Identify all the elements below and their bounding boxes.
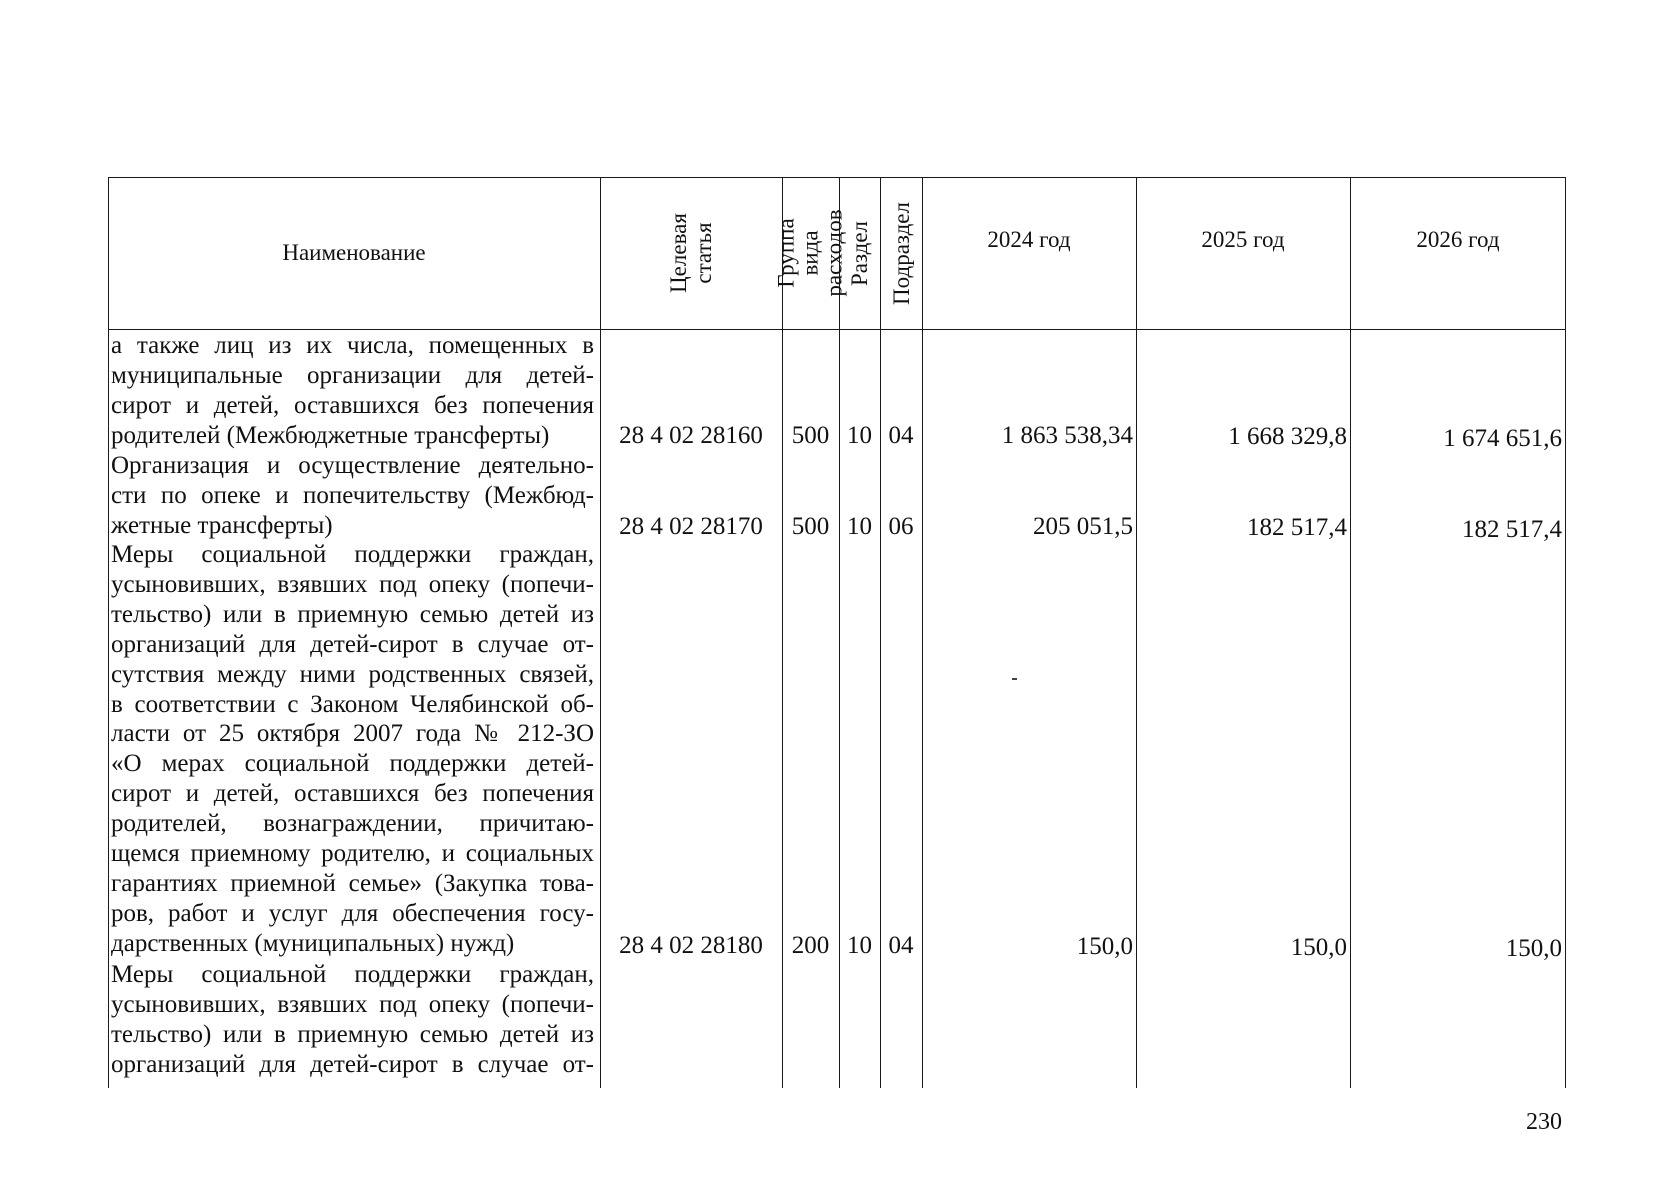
amount-2025-cell: 182 517,4 bbox=[1247, 514, 1347, 541]
name-line: Организация и осуществление деятельно- bbox=[111, 452, 594, 479]
expense-group-cell: 500 bbox=[791, 422, 830, 449]
header-bottom-rule bbox=[108, 329, 1566, 330]
header-year-2026-text: 2026 год bbox=[1416, 227, 1500, 252]
header-year-2024 bbox=[922, 210, 1136, 270]
name-line: ласти от 25 октября 2007 года № 212-ЗО bbox=[111, 720, 594, 748]
name-line: Меры социальной поддержки граждан, bbox=[111, 541, 594, 568]
amount-2025-cell: 150,0 bbox=[1290, 934, 1347, 961]
name-line: а также лиц из их числа, помещенных в bbox=[111, 332, 594, 359]
name-line: родителей (Межбюджетные трансферты) bbox=[111, 421, 550, 449]
header-year-2025-text: 2025 год bbox=[1201, 227, 1285, 252]
table-row-name bbox=[111, 451, 594, 541]
name-line: организаций для детей-сирот в случае от- bbox=[111, 1050, 594, 1078]
name-line: в соответствии с Законом Челябинской об- bbox=[111, 690, 594, 718]
amount-2024-cell: 205 051,5 bbox=[1033, 513, 1133, 540]
header-year-2026 bbox=[1350, 210, 1566, 270]
header-year-2025 bbox=[1136, 210, 1350, 270]
section-cell: 10 bbox=[847, 932, 872, 959]
header-section-text: Раздел bbox=[847, 220, 872, 286]
header-target-article bbox=[600, 177, 782, 329]
header-expense-group-text: Группа вида расходов bbox=[773, 209, 847, 297]
subsection-cell: 06 bbox=[888, 513, 914, 540]
amount-2026-cell: 1 674 651,6 bbox=[1443, 425, 1562, 452]
name-line: муниципальные организации для детей- bbox=[111, 361, 594, 389]
name-line: усыновивших, взявших под опеку (попечи- bbox=[111, 570, 594, 598]
name-line: дарственных (муниципальных) нужд) bbox=[111, 929, 515, 957]
subsection-cell: 04 bbox=[888, 932, 914, 959]
name-line: сутствия между ними родственных связей, bbox=[111, 660, 594, 688]
header-section bbox=[839, 177, 880, 329]
name-line: щемся приемному родителю, и социальных bbox=[111, 840, 594, 868]
amount-2025-cell: 1 668 329,8 bbox=[1228, 423, 1347, 450]
name-line: жетные трансферты) bbox=[111, 511, 333, 539]
subsection-cell: 04 bbox=[888, 422, 914, 449]
header-subsection-text: Подраздел bbox=[888, 201, 914, 305]
name-line: сирот и детей, оставшихся без попечения bbox=[111, 780, 594, 808]
expense-group-cell: 500 bbox=[791, 513, 830, 540]
name-line: сти по опеке и попечительству (Межбюд- bbox=[111, 481, 594, 509]
section-cell: 10 bbox=[847, 513, 872, 540]
name-line: организаций для детей-сирот в случае от- bbox=[111, 630, 594, 658]
target-article-cell: 28 4 02 28180 bbox=[619, 932, 763, 959]
target-article-cell: 28 4 02 28160 bbox=[619, 422, 763, 449]
header-name bbox=[108, 177, 600, 329]
target-article-cell: 28 4 02 28170 bbox=[619, 513, 763, 540]
scan-speck bbox=[1012, 678, 1017, 680]
table-row-name bbox=[111, 960, 594, 1080]
table-row-name bbox=[111, 331, 594, 451]
amount-2026-cell: 150,0 bbox=[1505, 935, 1562, 962]
header-name-text: Наименование bbox=[282, 240, 426, 265]
name-line: гарантиях приемной семье» (Закупка това- bbox=[111, 869, 594, 897]
amount-2024-cell: 150,0 bbox=[1076, 933, 1133, 960]
header-target-article-text: Целевая статья bbox=[666, 213, 716, 293]
amount-2026-cell: 182 517,4 bbox=[1462, 516, 1562, 543]
page-number: 230 bbox=[1526, 1109, 1562, 1135]
name-line: «О мерах социальной поддержки детей- bbox=[111, 750, 594, 778]
name-line: тельство) или в приемную семью детей из bbox=[111, 1020, 594, 1048]
amount-2024-cell: 1 863 538,34 bbox=[1001, 422, 1133, 449]
header-expense-group bbox=[773, 177, 847, 329]
section-cell: 10 bbox=[847, 422, 872, 449]
name-line: усыновивших, взявших под опеку (попечи- bbox=[111, 990, 594, 1018]
name-line: Меры социальной поддержки граждан, bbox=[111, 961, 594, 988]
header-year-2024-text: 2024 год bbox=[987, 227, 1071, 252]
table-row-name bbox=[111, 540, 594, 959]
header-subsection bbox=[880, 177, 922, 329]
name-line: ров, работ и услуг для обеспечения госу- bbox=[111, 899, 594, 927]
name-line: сирот и детей, оставшихся без попечения bbox=[111, 391, 594, 419]
expense-group-cell: 200 bbox=[791, 932, 830, 959]
name-line: родителей, вознаграждении, причитаю- bbox=[111, 810, 594, 838]
name-line: тельство) или в приемную семью детей из bbox=[111, 600, 594, 628]
